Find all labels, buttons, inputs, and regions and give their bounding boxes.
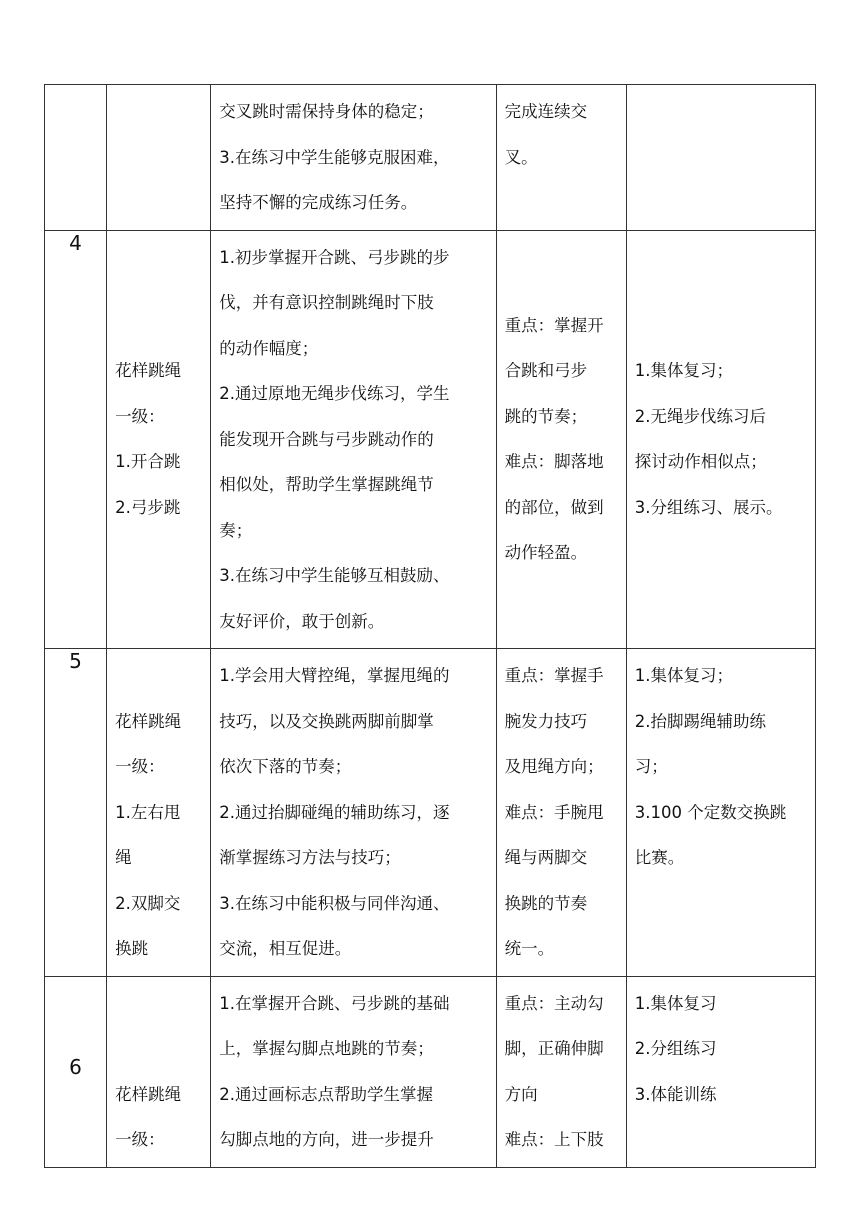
table-row [45, 649, 816, 977]
text-line: 完成连续交 [504, 102, 588, 121]
text-line: 一级： [115, 1130, 165, 1149]
text-line: 腕发力技巧 [504, 711, 588, 731]
text-line: 重点：掌握手 [504, 666, 604, 685]
text-line: 动作轻盈。 [504, 543, 588, 563]
lesson-number-cell [45, 85, 107, 231]
text-line: 3.体能训练 [634, 1084, 717, 1104]
methods-cell [626, 85, 815, 231]
text-line: 依次下落的节奏； [219, 757, 352, 776]
text-line: 叉。 [504, 147, 538, 167]
text-line: 2.弓步跳 [115, 497, 181, 517]
text-line: 渐掌握练习方法与技巧； [219, 848, 401, 867]
lesson-number-cell: 4 [45, 230, 107, 649]
text-line: 奏； [219, 520, 253, 540]
text-line: 友好评价，敢于创新。 [219, 611, 385, 631]
text-line: 花样跳绳 [115, 1084, 182, 1104]
text-line: 难点：脚落地 [504, 452, 604, 472]
key-points-cell [496, 230, 626, 649]
text-line: 探讨动作相似点； [634, 452, 767, 472]
text-line: 2.通过抬脚碰绳的辅助练习，逐 [219, 802, 450, 822]
text-line: 跳的节奏； [504, 406, 588, 426]
text-line: 难点：上下肢 [504, 1130, 604, 1149]
text-line: 交流，相互促进。 [219, 939, 352, 958]
text-line: 3.在练习中能积极与同伴沟通、 [219, 893, 450, 913]
text-line: 习； [634, 757, 668, 776]
text-line: 伐，并有意识控制跳绳时下肢 [219, 293, 434, 312]
text-line: 能发现开合跳与弓步跳动作的 [219, 429, 434, 449]
text-line: 2.抬脚踢绳辅助练 [634, 711, 766, 731]
text-line: 重点：掌握开 [504, 315, 604, 335]
lesson-number-cell: 5 [45, 649, 107, 977]
text-line: 花样跳绳 [115, 361, 182, 381]
text-line: 绳与两脚交 [504, 848, 588, 867]
key-points-cell [496, 649, 626, 977]
goals-cell [211, 230, 496, 649]
text-line: 一级： [115, 757, 165, 776]
text-line: 脚，正确伸脚 [504, 1039, 604, 1058]
text-line: 勾脚点地的方向，进一步提升 [219, 1130, 434, 1149]
text-line: 交叉跳时需保持身体的稳定； [219, 102, 434, 121]
text-line: 2.通过画标志点帮助学生掌握 [219, 1084, 433, 1104]
goals-cell [211, 85, 496, 231]
text-line: 花样跳绳 [115, 711, 182, 731]
key-points-cell [496, 976, 626, 1167]
text-line: 换跳的节奏 [504, 893, 588, 913]
key-points-cell [496, 85, 626, 231]
text-line: 3.100 个定数交换跳 [634, 802, 787, 822]
text-line: 1.集体复习 [634, 993, 717, 1013]
text-line: 坚持不懈的完成练习任务。 [219, 193, 418, 212]
table-row [45, 85, 816, 231]
text-line: 方向 [504, 1084, 538, 1104]
text-line: 的动作幅度； [219, 338, 319, 358]
text-line: 换跳 [115, 939, 149, 958]
text-line: 上，掌握勾脚点地跳的节奏； [219, 1039, 434, 1058]
text-line: 2.无绳步伐练习后 [634, 406, 766, 426]
text-line: 技巧，以及交换跳两脚前脚掌 [219, 711, 434, 731]
text-line: 及甩绳方向； [504, 757, 604, 776]
text-line: 相似处，帮助学生掌握跳绳节 [219, 475, 434, 494]
text-line: 1.在掌握开合跳、弓步跳的基础 [219, 993, 450, 1013]
text-line: 绳 [115, 848, 132, 867]
text-line: 难点：手腕甩 [504, 802, 604, 822]
table-row [45, 230, 816, 649]
topic-cell [107, 649, 211, 977]
text-line: 3.分组练习、展示。 [634, 497, 783, 517]
goals-cell [211, 649, 496, 977]
text-line: 统一。 [504, 939, 555, 958]
text-line: 的部位，做到 [504, 497, 604, 517]
text-line: 3.在练习中学生能够克服困难， [219, 147, 450, 167]
text-line: 1.开合跳 [115, 452, 181, 472]
topic-cell [107, 976, 211, 1167]
text-line: 2.双脚交 [115, 893, 181, 913]
table-row [45, 976, 816, 1167]
methods-cell [626, 649, 815, 977]
text-line: 1.集体复习； [634, 361, 733, 381]
methods-cell [626, 976, 815, 1167]
text-line: 2.分组练习 [634, 1039, 717, 1058]
text-line: 合跳和弓步 [504, 361, 588, 381]
text-line: 2.通过原地无绳步伐练习，学生 [219, 384, 450, 403]
text-line: 1.集体复习； [634, 666, 733, 685]
topic-cell [107, 85, 211, 231]
methods-cell [626, 230, 815, 649]
text-line: 比赛。 [634, 848, 685, 867]
text-line: 一级： [115, 406, 165, 426]
goals-cell [211, 976, 496, 1167]
text-line: 3.在练习中学生能够互相鼓励、 [219, 566, 450, 585]
topic-cell [107, 230, 211, 649]
text-line: 1.左右甩 [115, 802, 181, 822]
lesson-plan-table [44, 84, 816, 1168]
text-line: 1.初步掌握开合跳、弓步跳的步 [219, 247, 450, 267]
text-line: 1.学会用大臂控绳，掌握甩绳的 [219, 666, 450, 685]
text-line: 重点：主动勾 [504, 993, 604, 1013]
lesson-number-cell: 6 [45, 976, 107, 1167]
